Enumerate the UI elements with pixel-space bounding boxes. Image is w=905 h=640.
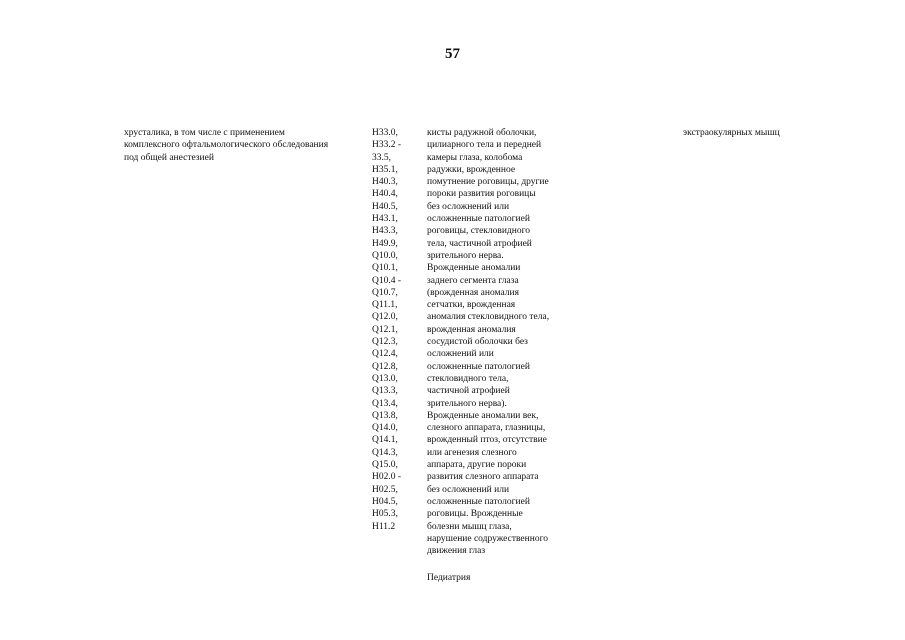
text-line: осложненные патологией <box>427 214 530 225</box>
text-line: без осложнений или <box>427 484 510 495</box>
text-line: камеры глаза, колобома <box>427 152 523 163</box>
diagnosis-column <box>427 127 549 557</box>
text-line: H40.5, <box>372 201 398 212</box>
text-line: Q13.3, <box>372 386 398 397</box>
text-line: H33.0, <box>372 128 398 138</box>
text-line: H49.9, <box>372 238 398 249</box>
text-line: H02.5, <box>372 484 398 495</box>
text-line: или агенезия слезного <box>427 447 517 458</box>
text-line: зрительного нерва. <box>427 250 504 261</box>
text-line: Q12.0, <box>372 312 398 323</box>
text-line: без осложнений или <box>427 201 510 212</box>
text-line: кисты радужной оболочки, <box>427 128 537 138</box>
text-line: 33.5, <box>372 152 391 163</box>
text-line: радужки, врожденное <box>427 164 516 175</box>
text-line: пороки развития роговицы <box>427 189 536 200</box>
text-line: роговицы. Врожденные <box>427 509 523 520</box>
text-line: Q10.0, <box>372 250 398 261</box>
text-line: сетчатки, врожденная <box>427 300 516 311</box>
text-line: частичной атрофией <box>427 386 510 397</box>
text-line: Q14.1, <box>372 435 398 446</box>
text-line: зрительного нерва). <box>427 398 507 409</box>
text-line: Q12.8, <box>372 361 398 372</box>
text-line: H40.4, <box>372 189 398 200</box>
text-line: Q13.8, <box>372 410 398 421</box>
text-line: слезного аппарата, глазницы, <box>427 423 546 434</box>
text-line: нарушение содружественного <box>427 533 548 544</box>
text-line: H05.3, <box>372 509 398 520</box>
text-line: Q10.4 - <box>372 275 402 286</box>
text-line: стекловидного тела, <box>427 373 509 384</box>
text-line: болезни мышц глаза, <box>427 521 512 532</box>
text-line: Врожденные аномалии век, <box>427 410 539 421</box>
patient-model-column <box>683 127 780 139</box>
text-line: Q13.4, <box>372 398 398 409</box>
text-line: H11.2 <box>372 521 396 532</box>
text-line: заднего сегмента глаза <box>427 275 519 286</box>
text-line: аномалия стекловидного тела, <box>427 312 550 323</box>
text-line: Q10.1, <box>372 263 398 274</box>
text-line: экстраокулярных мышц <box>683 128 780 138</box>
text-line: Q12.3, <box>372 337 398 348</box>
text-line: Q14.0, <box>372 423 398 434</box>
text-line: Врожденные аномалии <box>427 263 521 274</box>
text-line: H33.2 - <box>372 140 402 151</box>
text-line: тела, частичной атрофией <box>427 238 532 249</box>
text-line: развития слезного аппарата <box>427 472 539 483</box>
text-line: аппарата, другие пороки <box>427 460 527 471</box>
text-line: Q12.1, <box>372 324 398 335</box>
text-line: комплексного офтальмологического обследования <box>124 140 329 151</box>
text-line: H02.0 - <box>372 472 402 483</box>
text-line: Q11.1, <box>372 300 398 311</box>
text-line: под общей анестезией <box>124 152 214 163</box>
text-line: H35.1, <box>372 164 398 175</box>
text-line: (врожденная аномалия <box>427 287 519 298</box>
section-label: Педиатрия <box>427 573 471 583</box>
text-line: хрусталика, в том числе с применением <box>124 128 285 138</box>
text-line: цилиарного тела и передней <box>427 140 542 151</box>
text-line: помутнение роговицы, другие <box>427 177 549 188</box>
page-number: 57 <box>445 46 460 62</box>
text-line: H40.3, <box>372 177 398 188</box>
text-line: H43.3, <box>372 226 398 237</box>
text-line: Q12.4, <box>372 349 398 360</box>
text-line: сосудистой оболочки без <box>427 337 528 348</box>
text-line: Q10.7, <box>372 287 398 298</box>
text-line: Q13.0, <box>372 373 398 384</box>
text-line: H43.1, <box>372 214 398 225</box>
text-line: осложнений или <box>427 349 494 360</box>
icd-codes-column <box>372 127 401 533</box>
text-line: роговицы, стекловидного <box>427 226 531 237</box>
text-line: Q14.3, <box>372 447 398 458</box>
text-line: осложненные патологией <box>427 361 530 372</box>
text-line: движения глаз <box>427 546 486 557</box>
treatment-description-column <box>124 127 328 164</box>
text-line: H04.5, <box>372 496 398 507</box>
text-line: Q15.0, <box>372 460 398 471</box>
text-line: врожденная аномалия <box>427 324 516 335</box>
text-line: осложненные патологией <box>427 496 530 507</box>
text-line: врожденный птоз, отсутствие <box>427 435 547 446</box>
